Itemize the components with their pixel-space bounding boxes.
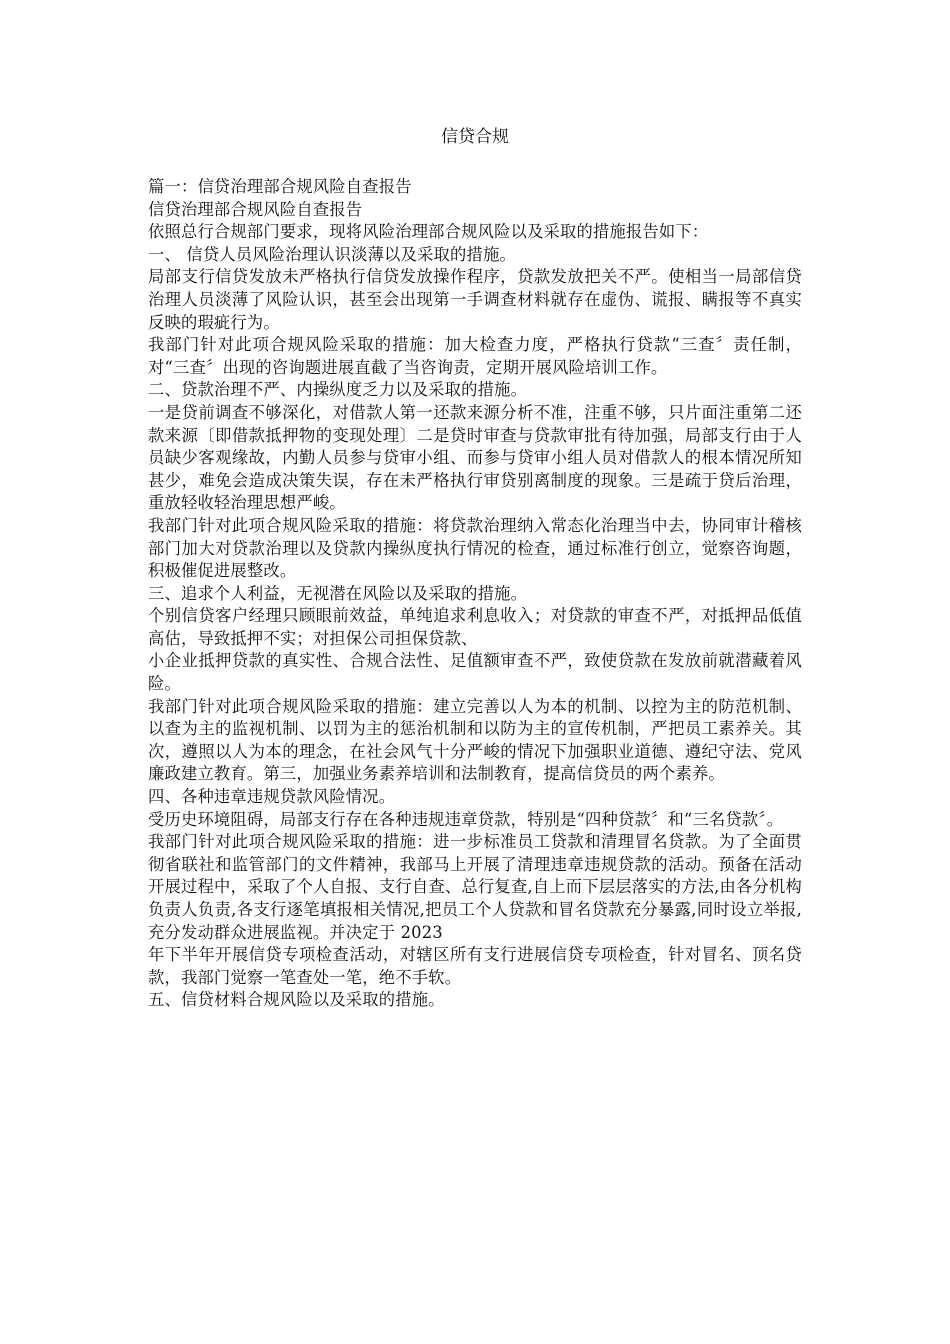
paragraph: 局部支行信贷发放未严格执行信贷发放操作程序，贷款发放把关不严。使相当一局部信贷治理人员淡薄了风险认识，甚至会出现第一手调查材料就存在虚伪、谎报、瞒报等不真实反映的瑕疵行为。 [148,267,802,332]
section-heading: 二、贷款治理不严、内操纵度乏力以及采取的措施。 [148,380,528,400]
paragraph: 我部门针对此项合规风险采取的措施：建立完善以人为本的机制、以控为主的防范机制、以查为主的监视机制、以罚为主的惩治机制和以防为主的宣传机制，严把员工素养关。其次，遵照以人为本的理念，在社会风气十分严峻的情况下加强职业道德、遵纪守法、党风廉政建立教育。第三，加强业务素养培训和法制教育，提高信贷员的两个素养。 [148,696,802,784]
paragraph: 我部门针对此项合规风险采取的措施：进一步标准员工贷款和清理冒名贷款。为了全面贯彻省联社和监管部门的文件精神，我部马上开展了清理违章违规贷款的活动。预备在活动开展过程中，采取了个人自报、支行自查、总行复查,自上而下层层落实的方法,由各分机构负责人负责,各支行逐笔填报相关情况,把员工个人贷款和冒名贷款充分暴露,同时设立举报,充分发动群众进展监视。并决定于 2023 [148,832,802,942]
paragraph: 我部门针对此项合规风险采取的措施：将贷款治理纳入常态化治理当中去，协同审计稽核部门加大对贷款治理以及贷款内操纵度执行情况的检查，通过标准行创立，觉察咨询题，积极催促进展整改。 [148,515,802,581]
paragraph: 受历史环境阻碍，局部支行存在各种违规违章贷款，特别是“四种贷款〞和“三名贷款〞。 [148,809,784,829]
section-heading: 一、 信贷人员风险治理认识淡薄以及采取的措施。 [148,244,516,264]
section-heading: 五、信贷材料合规风险以及采取的措施。 [148,990,445,1010]
document-body [148,176,802,1012]
document-title: 信贷合规 [441,127,509,147]
paragraph: 依照总行合规部门要求，现将风险治理部合规风险以及采取的措施报告如下： [148,222,709,242]
section-heading: 四、各种违章违规贷款风险情况。 [148,787,396,807]
paragraph: 小企业抵押贷款的真实性、合规合法性、足值额审查不严，致使贷款在发放前就潜藏着风险。 [148,651,802,694]
section-heading: 篇一：信贷治理部合规风险自查报告 [148,177,412,196]
paragraph: 一是贷前调查不够深化，对借款人第一还款来源分析不准，注重不够，只片面注重第二还款来源〔即借款抵押物的变现处理〕二是贷时审查与贷款审批有待加强，局部支行由于人员缺少客观缘故，内勤人员参与贷审小组、而参与贷审小组人员对借款人的根本情况所知甚少，难免会造成决策失误，存在未严格执行审贷别离制度的现象。三是疏于贷后治理，重放轻收轻治理思想严峻。 [148,402,802,513]
section-heading: 三、追求个人利益，无视潜在风险以及采取的措施。 [148,583,528,603]
paragraph: 我部门针对此项合规风险采取的措施：加大检查力度，严格执行贷款“三查〞责任制，对“三查〞出现的咨询题进展直截了当咨询责，定期开展风险培训工作。 [148,335,802,377]
paragraph: 年下半年开展信贷专项检查活动，对辖区所有支行进展信贷专项检查，针对冒名、顶名贷款，我部门觉察一笔查处一笔，绝不手软。 [148,945,802,987]
report-title: 信贷治理部合规风险自查报告 [148,199,363,219]
paragraph: 个别信贷客户经理只顾眼前效益，单纯追求利息收入；对贷款的审查不严，对抵押品低值高估，导致抵押不实；对担保公司担保贷款、 [148,606,802,648]
